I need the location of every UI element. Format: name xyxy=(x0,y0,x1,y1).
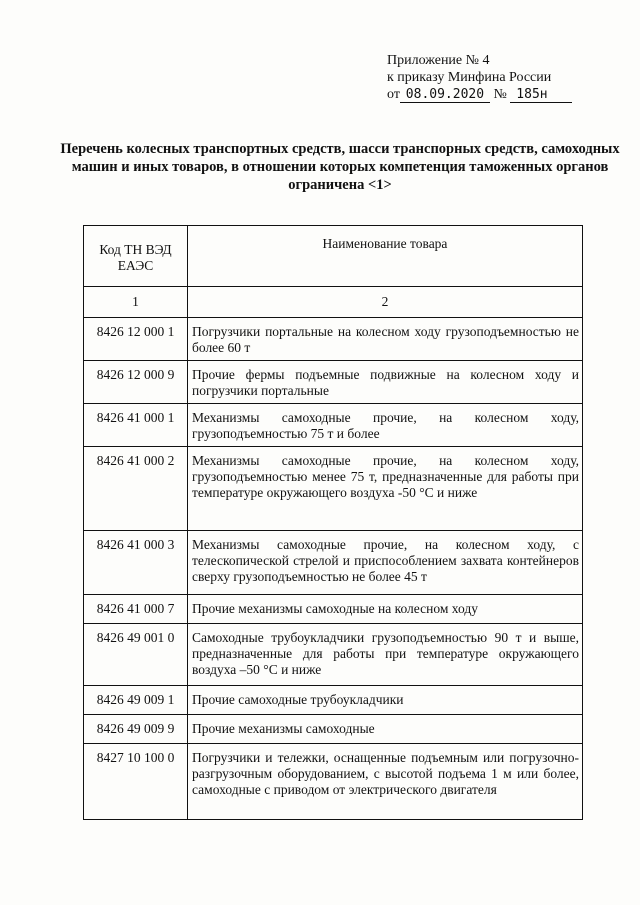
hs-code-cell: 8426 49 009 1 xyxy=(84,686,188,715)
column-number-row xyxy=(84,287,583,318)
table-row xyxy=(84,595,583,624)
order-number: 185н xyxy=(510,88,572,103)
hs-code-cell: 8426 49 009 9 xyxy=(84,715,188,744)
order-reference: к приказу Минфина России xyxy=(387,70,552,85)
column-number-1: 1 xyxy=(84,287,188,318)
hs-code-cell: 8426 12 000 9 xyxy=(84,361,188,404)
hs-code-cell: 8426 12 000 1 xyxy=(84,318,188,361)
table-row xyxy=(84,531,583,595)
goods-name-cell: Самоходные трубоукладчики грузоподъемностью 90 т и выше, предназначенные для работы при температуре окружающего воздуха –50 °С и ниже xyxy=(188,624,583,686)
goods-name-cell: Механизмы самоходные прочие, на колесном ходу, грузоподъемностью менее 75 т, предназначенные для работы при температуре окружающего воздуха -50 °С и ниже xyxy=(188,447,583,531)
table-body xyxy=(84,318,583,820)
table-row xyxy=(84,361,583,404)
goods-name-cell: Прочие механизмы самоходные xyxy=(188,715,583,744)
hs-code-cell: 8426 41 000 1 xyxy=(84,404,188,447)
column-header-name: Наименование товара xyxy=(188,226,583,287)
document-title: Перечень колесных транспортных средств, шасси транспорных средств, самоходных машин и иных товаров, в отношении которых компетенция таможенных органов ограничена <1> xyxy=(60,141,620,193)
appendix-header xyxy=(387,52,572,103)
order-date: 08.09.2020 xyxy=(400,88,490,103)
goods-name-cell: Механизмы самоходные прочие, на колесном ходу, с телескопической стрелой и приспособлением захвата контейнеров сверху грузоподъемностью не более 45 т xyxy=(188,531,583,595)
hs-code-cell: 8427 10 100 0 xyxy=(84,744,188,820)
table-row xyxy=(84,318,583,361)
hs-code-cell: 8426 41 000 2 xyxy=(84,447,188,531)
table-row xyxy=(84,715,583,744)
number-prefix: № xyxy=(493,87,507,102)
date-prefix: от xyxy=(387,87,400,102)
table-row xyxy=(84,404,583,447)
table-header-row xyxy=(84,226,583,287)
goods-name-cell: Прочие фермы подъемные подвижные на колесном ходу и погрузчики портальные xyxy=(188,361,583,404)
goods-name-cell: Механизмы самоходные прочие, на колесном ходу, грузоподъемностью 75 т и более xyxy=(188,404,583,447)
hs-code-cell: 8426 49 001 0 xyxy=(84,624,188,686)
goods-name-cell: Погрузчики портальные на колесном ходу грузоподъемностью не более 60 т xyxy=(188,318,583,361)
goods-name-cell: Погрузчики и тележки, оснащенные подъемным или погрузочно-разгрузочным оборудованием, с высотой подъема 1 м или более, самоходные с приводом от электрического двигателя xyxy=(188,744,583,820)
table-row xyxy=(84,624,583,686)
column-header-code: Код ТН ВЭД ЕАЭС xyxy=(84,226,188,287)
table-row xyxy=(84,447,583,531)
column-number-2: 2 xyxy=(188,287,583,318)
table-row xyxy=(84,686,583,715)
table-row xyxy=(84,744,583,820)
goods-name-cell: Прочие самоходные трубоукладчики xyxy=(188,686,583,715)
order-date-line xyxy=(387,86,572,103)
goods-table xyxy=(83,225,583,820)
hs-code-cell: 8426 41 000 3 xyxy=(84,531,188,595)
appendix-number: Приложение № 4 xyxy=(387,53,490,68)
goods-name-cell: Прочие механизмы самоходные на колесном ходу xyxy=(188,595,583,624)
hs-code-cell: 8426 41 000 7 xyxy=(84,595,188,624)
